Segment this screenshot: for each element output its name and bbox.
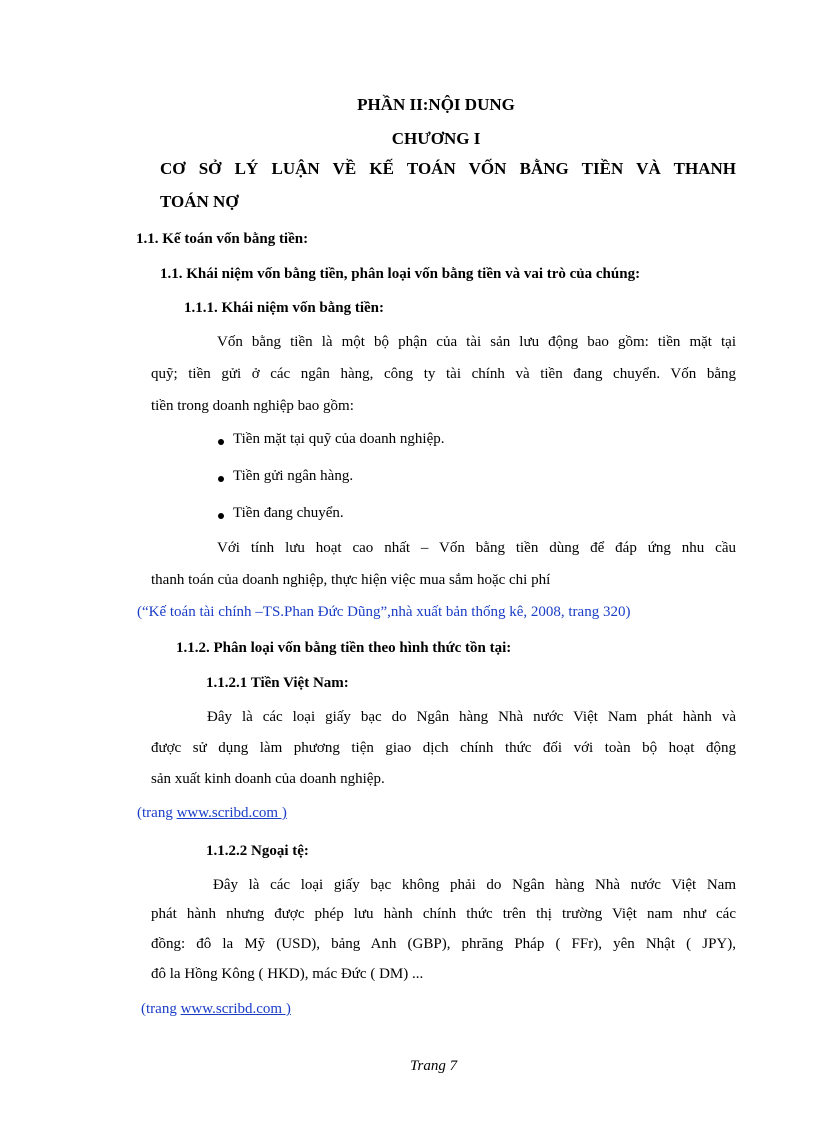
chapter-title-line2: TOÁN NỢ — [160, 192, 239, 211]
paragraph-1-line3: tiền trong doanh nghiệp bao gồm: — [151, 398, 354, 414]
paragraph-3-line1: Đây là các loại giấy bạc do Ngân hàng Nhà nước Việt Nam phát hành và — [207, 709, 736, 725]
scribd-link[interactable]: www.scribd.com ) — [180, 1001, 291, 1017]
paragraph-4-line4: đô la Hồng Kông ( HKD), mác Đức ( DM) ... — [151, 966, 424, 982]
section-1-1-1-heading: 1.1.1. Khái niệm vốn bằng tiền: — [184, 300, 385, 316]
bullet-icon — [218, 476, 224, 482]
chapter-title-line1: CƠ SỞ LÝ LUẬN VỀ KẾ TOÁN VỐN BẰNG TIỀN VÀ THANH — [160, 159, 736, 178]
section-1-1-2-heading: 1.1.2. Phân loại vốn bằng tiền theo hình thức tồn tại: — [176, 640, 512, 656]
paragraph-2-line1: Với tính lưu hoạt cao nhất – Vốn bằng tiền dùng để đáp ứng nhu cầu — [217, 540, 736, 556]
reference-citation-2 — [137, 805, 287, 822]
paragraph-4-line1: Đây là các loại giấy bạc không phải do Ngân hàng Nhà nước Việt Nam — [213, 877, 736, 893]
paragraph-1-line1: Vốn bằng tiền là một bộ phận của tài sản lưu động bao gồm: tiền mặt tại — [217, 334, 736, 350]
page-number-footer: Trang 7 — [410, 1058, 458, 1074]
part-heading: PHẦN II:NỘI DUNG — [357, 95, 515, 114]
paragraph-1-line2: quỹ; tiền gửi ở các ngân hàng, công ty tài chính và tiền đang chuyển. Vốn bằng — [151, 366, 736, 382]
bullet-item-2: Tiền gửi ngân hàng. — [233, 468, 354, 484]
bullet-item-3: Tiền đang chuyển. — [233, 505, 344, 521]
reference-citation-1: (“Kế toán tài chính –TS.Phan Đức Dũng”,nhà xuất bản thống kê, 2008, trang 320) — [137, 604, 631, 620]
paragraph-4-line3: đồng: đô la Mỹ (USD), bảng Anh (GBP), phrăng Pháp ( FFr), yên Nhật ( JPY), — [151, 936, 736, 952]
paragraph-4-line2: phát hành nhưng được phép lưu hành chính thức trên thị trường Việt nam như các — [151, 906, 736, 922]
section-1-1-2-1-heading: 1.1.2.1 Tiền Việt Nam: — [206, 675, 349, 691]
chapter-heading: CHƯƠNG I — [391, 129, 481, 148]
paragraph-3-line3: sản xuất kinh doanh của doanh nghiệp. — [151, 771, 385, 787]
bullet-item-1: Tiền mặt tại quỹ của doanh nghiệp. — [233, 431, 445, 447]
reference-prefix: (trang — [141, 1001, 181, 1017]
scribd-link[interactable]: www.scribd.com ) — [176, 805, 287, 821]
paragraph-3-line2: được sử dụng làm phương tiện giao dịch chính thức đối với toàn bộ hoạt động — [151, 740, 736, 756]
section-1-1-2-2-heading: 1.1.2.2 Ngoại tệ: — [206, 843, 309, 859]
bullet-icon — [218, 513, 224, 519]
bullet-icon — [218, 439, 224, 445]
reference-citation-3 — [141, 1001, 291, 1018]
section-1-1-heading: 1.1. Kế toán vốn bằng tiền: — [136, 231, 309, 247]
paragraph-2-line2: thanh toán của doanh nghiệp, thực hiện việc mua sắm hoặc chi phí — [151, 572, 551, 588]
section-1-1-concept-heading: 1.1. Khái niệm vốn bằng tiền, phân loại vốn bằng tiền và vai trò của chúng: — [160, 266, 641, 282]
reference-prefix: (trang — [137, 805, 177, 821]
